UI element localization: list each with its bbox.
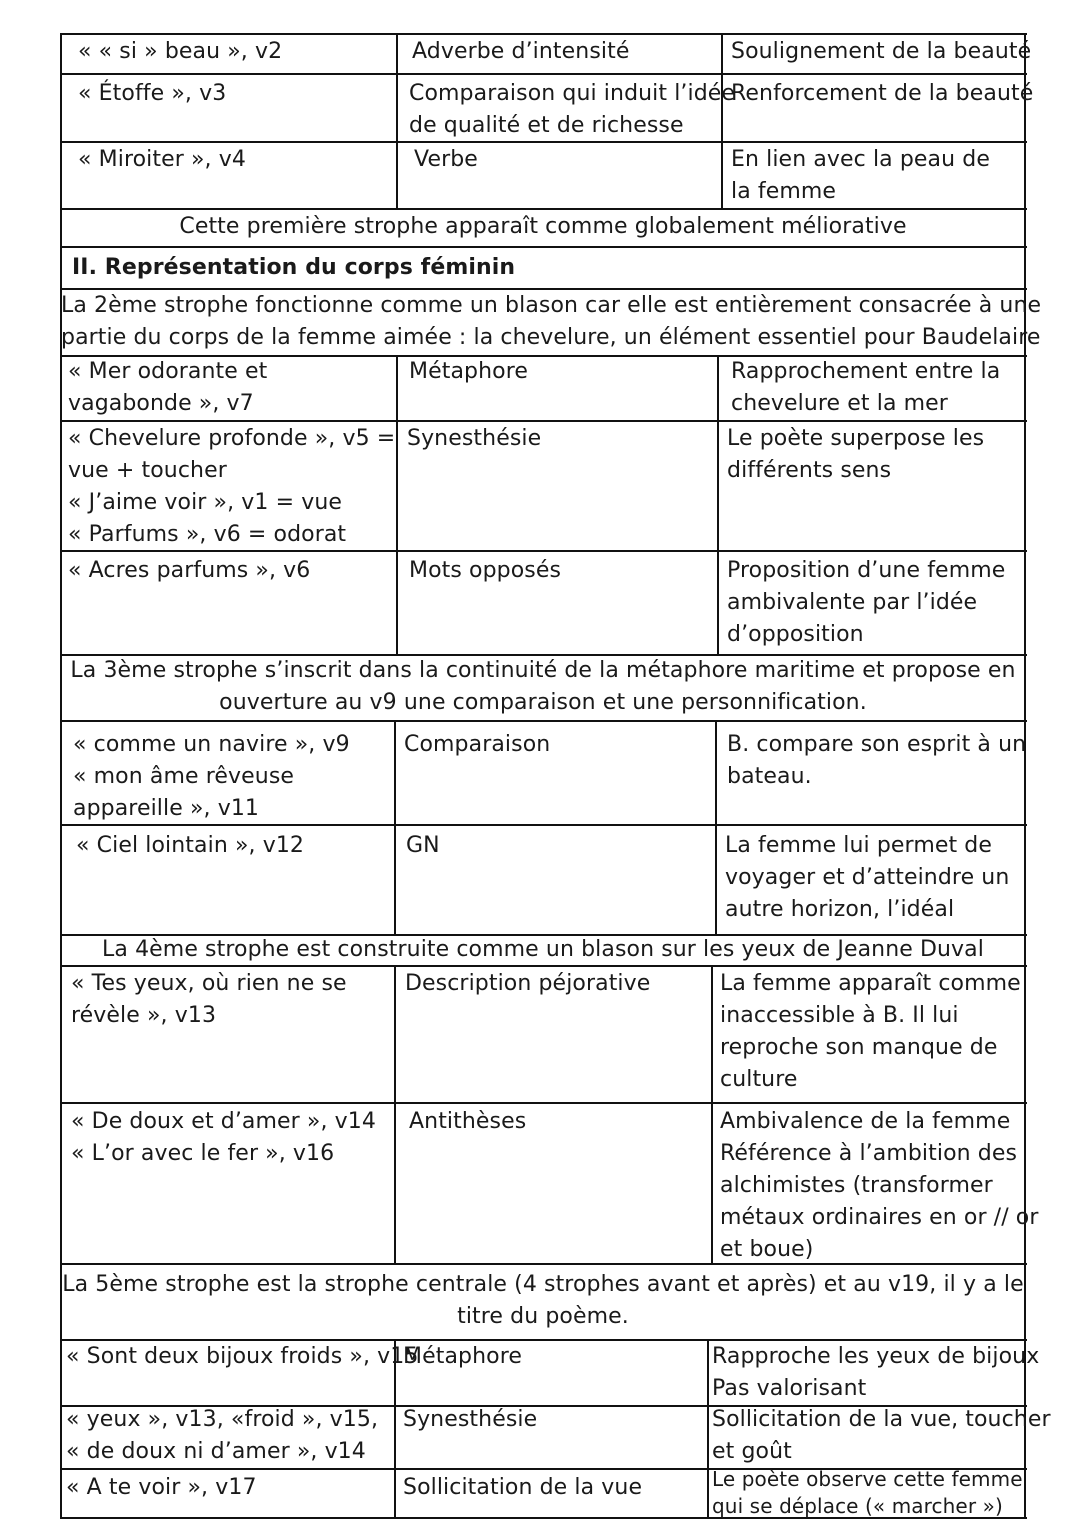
cell-c2-text: Mots opposés <box>409 558 562 583</box>
cell-c2-text: Synesthésie <box>403 1407 538 1432</box>
cell-c3-text: Proposition d’une femme <box>727 558 1006 583</box>
cell-c2-text: Comparaison <box>404 732 551 757</box>
column-rule <box>396 74 398 142</box>
cell-c3-text: Ambivalence de la femme <box>720 1109 1011 1134</box>
cell-c3-text: et boue) <box>720 1237 814 1262</box>
column-rule <box>394 721 396 825</box>
cell-c3-text: autre horizon, l’idéal <box>725 897 955 922</box>
cell-c3-text: En lien avec la peau de <box>731 147 990 172</box>
column-rule <box>394 1103 396 1264</box>
column-rule <box>715 825 717 935</box>
strophe-summary: partie du corps de la femme aimée : la chevelure, un élément essentiel pour Baudelaire <box>61 324 1041 350</box>
column-rule <box>715 721 717 825</box>
column-rule <box>707 1469 709 1518</box>
column-rule <box>707 1406 709 1469</box>
cell-c3-text: d’opposition <box>727 622 864 647</box>
cell-c1-text: révèle », v13 <box>71 1003 217 1028</box>
column-rule <box>707 1340 709 1406</box>
cell-c3-text: alchimistes (transformer <box>720 1173 993 1198</box>
cell-c3-text: culture <box>720 1067 798 1092</box>
column-rule <box>711 966 713 1103</box>
cell-c2-text: Synesthésie <box>407 426 542 451</box>
cell-c1-text: « A te voir », v17 <box>66 1475 257 1500</box>
cell-c2-text: Antithèses <box>409 1109 527 1134</box>
cell-c3-text: métaux ordinaires en or // or <box>720 1205 1039 1230</box>
column-rule <box>396 551 398 655</box>
cell-c3-text: voyager et d’atteindre un <box>725 865 1010 890</box>
cell-c1-text: appareille », v11 <box>73 796 260 821</box>
cell-c1-text: « mon âme rêveuse <box>73 764 295 789</box>
cell-c1-text: « « si » beau », v2 <box>78 39 283 64</box>
cell-c1-text: « Ciel lointain », v12 <box>76 833 305 858</box>
cell-c2-text: Métaphore <box>403 1344 522 1369</box>
cell-c3-text: la femme <box>731 179 837 204</box>
cell-c3-text: chevelure et la mer <box>731 391 948 416</box>
strophe-summary: La 2ème strophe fonctionne comme un blason car elle est entièrement consacrée à une <box>61 292 1042 318</box>
column-rule <box>396 34 398 74</box>
cell-c3-text: qui se déplace (« marcher ») <box>712 1494 1003 1518</box>
table-rule <box>61 246 1027 248</box>
strophe-summary: titre du poème. <box>457 1304 629 1329</box>
table-rule <box>61 208 1027 210</box>
cell-c3-text: inaccessible à B. Il lui <box>720 1003 959 1028</box>
cell-c2-text: Description péjorative <box>405 971 651 996</box>
cell-c3-text: La femme lui permet de <box>725 833 993 858</box>
cell-c3-text: B. compare son esprit à un <box>727 732 1027 757</box>
cell-c1-text: « yeux », v13, «froid », v15, <box>66 1407 379 1432</box>
strophe-summary: Cette première strophe apparaît comme globalement méliorative <box>179 214 907 239</box>
cell-c1-text: vagabonde », v7 <box>68 391 254 416</box>
table-rule <box>61 1102 1027 1104</box>
cell-c3-text: Renforcement de la beauté <box>731 81 1034 106</box>
table-rule <box>61 420 1027 422</box>
cell-c3-text: ambivalente par l’idée <box>727 590 978 615</box>
cell-c1-text: « Étoffe », v3 <box>78 81 227 106</box>
cell-c3-text: bateau. <box>727 764 812 789</box>
cell-c1-text: « Parfums », v6 = odorat <box>68 522 347 547</box>
strophe-summary: La 3ème strophe s’inscrit dans la continuité de la métaphore maritime et propose en <box>70 658 1016 683</box>
column-rule <box>396 142 398 209</box>
strophe-summary: ouverture au v9 une comparaison et une personnification. <box>219 690 867 715</box>
column-rule <box>721 34 723 74</box>
cell-c2-text: Verbe <box>414 147 478 172</box>
cell-c1-text: « L’or avec le fer », v16 <box>71 1141 335 1166</box>
cell-c3-text: Pas valorisant <box>712 1376 867 1401</box>
cell-c3-text: différents sens <box>727 458 892 483</box>
strophe-summary: La 5ème strophe est la strophe centrale (4 strophes avant et après) et au v19, il y a le <box>62 1272 1024 1297</box>
cell-c1-text: « de doux ni d’amer », v14 <box>66 1439 366 1464</box>
table-rule <box>61 33 1027 35</box>
column-rule <box>394 1406 396 1469</box>
section-heading: II. Représentation du corps féminin <box>72 255 516 280</box>
cell-c1-text: « Tes yeux, où rien ne se <box>71 971 347 996</box>
table-rule <box>61 720 1027 722</box>
column-rule <box>717 421 719 551</box>
column-rule <box>717 356 719 421</box>
cell-c3-text: Référence à l’ambition des <box>720 1141 1018 1166</box>
cell-c1-text: « Sont deux bijoux froids », v15 <box>66 1344 419 1369</box>
cell-c3-text: Sollicitation de la vue, toucher <box>712 1407 1051 1432</box>
column-rule <box>394 966 396 1103</box>
cell-c3-text: Rapproche les yeux de bijoux <box>712 1344 1040 1369</box>
cell-c1-text: « comme un navire », v9 <box>73 732 350 757</box>
column-rule <box>717 551 719 655</box>
table-rule <box>61 73 1027 75</box>
cell-c1-text: « Acres parfums », v6 <box>68 558 311 583</box>
cell-c3-text: reproche son manque de <box>720 1035 998 1060</box>
cell-c3-text: Rapprochement entre la <box>731 359 1001 384</box>
cell-c2-text: Comparaison qui induit l’idée <box>409 81 736 106</box>
cell-c1-text: vue + toucher <box>68 458 227 483</box>
cell-c2-text: de qualité et de richesse <box>409 113 684 138</box>
cell-c1-text: « De doux et d’amer », v14 <box>71 1109 376 1134</box>
column-rule <box>396 421 398 551</box>
column-rule <box>394 1469 396 1518</box>
cell-c1-text: « J’aime voir », v1 = vue <box>68 490 342 515</box>
table-rule <box>61 1263 1027 1265</box>
column-rule <box>711 1103 713 1264</box>
cell-c3-text: Soulignement de la beauté <box>731 39 1032 64</box>
cell-c2-text: Métaphore <box>409 359 528 384</box>
cell-c3-text: Le poète superpose les <box>727 426 985 451</box>
cell-c2-text: Sollicitation de la vue <box>403 1475 643 1500</box>
column-rule <box>394 825 396 935</box>
strophe-summary: La 4ème strophe est construite comme un blason sur les yeux de Jeanne Duval <box>102 936 984 962</box>
cell-c3-text: Le poète observe cette femme <box>712 1467 1023 1491</box>
cell-c3-text: La femme apparaît comme <box>720 971 1021 996</box>
column-rule <box>396 356 398 421</box>
cell-c1-text: « Chevelure profonde », v5 = <box>68 426 396 451</box>
cell-c2-text: GN <box>406 833 440 858</box>
cell-c1-text: « Miroiter », v4 <box>78 147 246 172</box>
column-rule <box>721 142 723 209</box>
cell-c3-text: et goût <box>712 1439 792 1464</box>
cell-c1-text: « Mer odorante et <box>68 359 268 384</box>
cell-c2-text: Adverbe d’intensité <box>412 39 630 64</box>
